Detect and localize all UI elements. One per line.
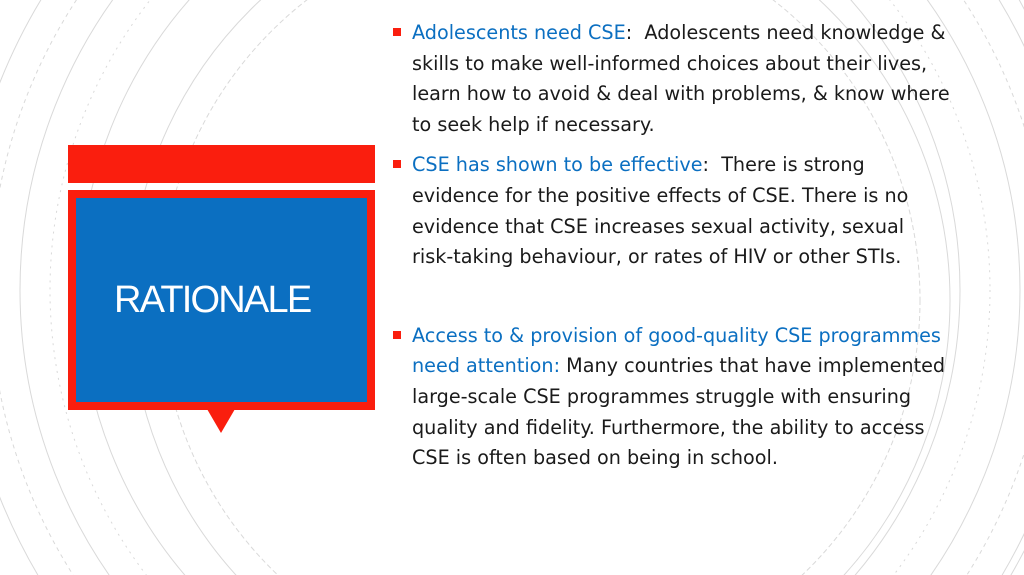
- bullet-lead-text: Adolescents need CSE: [412, 21, 626, 44]
- bullet-lead-text: CSE has shown to be effective: [412, 153, 703, 177]
- bullet-list: [390, 18, 950, 474]
- bullet-item: [390, 150, 950, 272]
- bullet-item: [390, 18, 950, 140]
- title-box: [76, 198, 367, 402]
- bullet-marker-icon: [393, 331, 401, 339]
- bullet-body-text: There is strong evidence for the positive effects of CSE. There is no evidence that CSE increases sexual activity, sexual risk-taking behaviour, or rates of HIV or other STIs.: [412, 153, 909, 269]
- bullet-lead-text: Access to & provision of good-quality CSE programmes need attention:: [412, 323, 941, 378]
- bullet-body-text: Adolescents need knowledge & skills to make well-informed choices about their lives, learn how to avoid & deal with problems, & know where to seek help if necessary.: [412, 21, 950, 136]
- callout-pointer: [207, 409, 235, 433]
- bullet-separator: :: [702, 153, 722, 177]
- bullet-marker-icon: [393, 160, 401, 168]
- bullet-item: [390, 321, 950, 474]
- title-accent-bar: [68, 145, 375, 183]
- bullet-marker-icon: [393, 28, 401, 36]
- bullet-body-text: Many countries that have implemented large-scale CSE programmes struggle with ensuring quality and fidelity. Furthermore, the ability to access CSE is often based on being in school.: [412, 354, 946, 470]
- bullet-separator: :: [625, 21, 645, 44]
- slide-title: RATIONALE: [114, 278, 311, 321]
